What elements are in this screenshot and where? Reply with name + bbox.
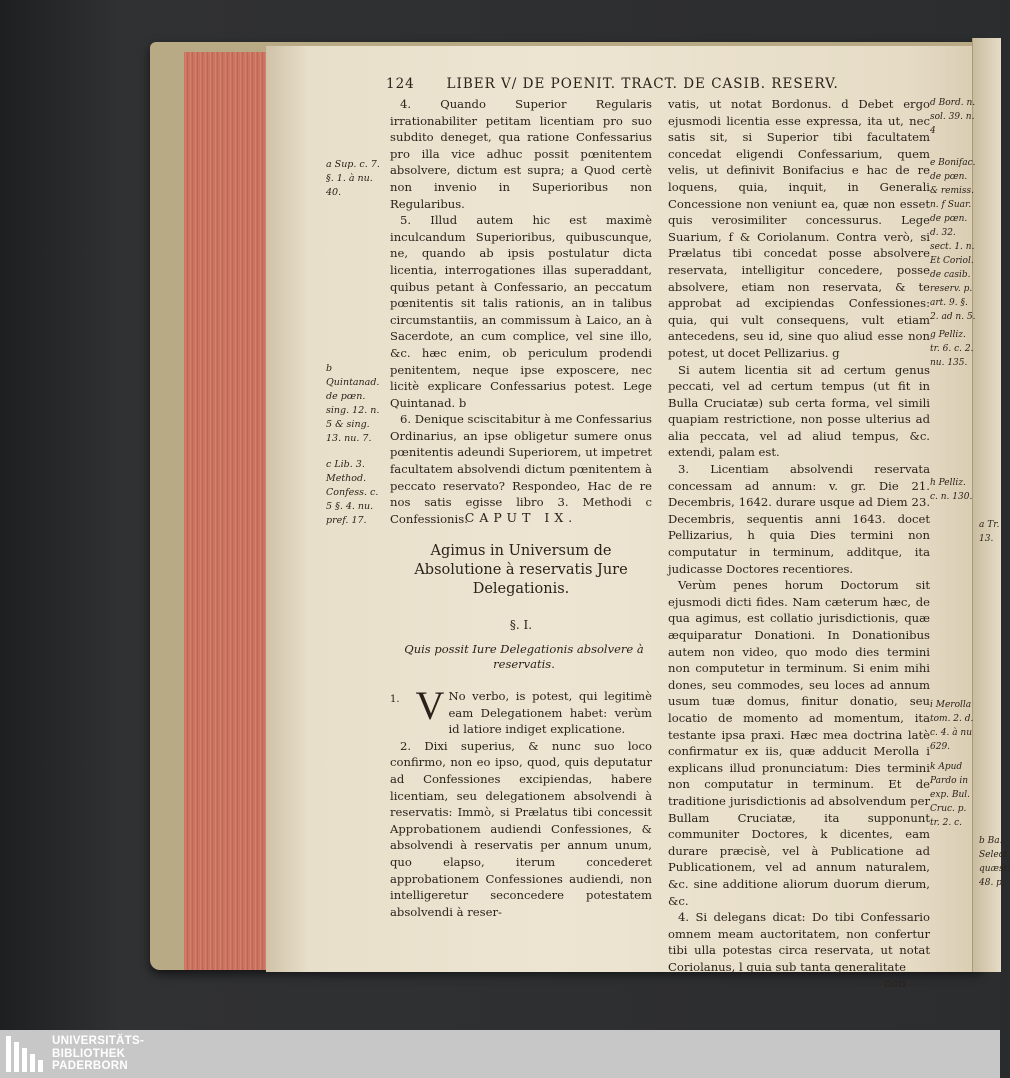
margin-note: h Pelliz. c. n. 130. xyxy=(930,478,973,502)
next-page-edge xyxy=(972,38,1010,972)
margin-note: i Merolla tom. 2. d. c. 4. à nu 629. xyxy=(930,700,974,752)
left-column-lower xyxy=(390,683,652,920)
page-edges xyxy=(184,52,268,970)
paragraph-with-initial xyxy=(390,683,652,738)
next-page-fragment: 48. p. xyxy=(979,878,1005,888)
chapter-heading: CAPUT IX. xyxy=(464,510,578,525)
next-page-fragment: a Tr. xyxy=(979,520,1000,530)
next-page-fragment: quæst. xyxy=(979,864,1010,874)
paragraph-number: 1. xyxy=(390,694,400,705)
paragraph-text: No verbo, is potest, qui legitimè eam Delegationem habet: verùm id latiore indiget explicatione. xyxy=(448,689,652,737)
running-header xyxy=(386,76,839,92)
page-number: 124 xyxy=(386,76,415,92)
library-logo-icon xyxy=(6,1036,48,1072)
paragraph: 3. Licentiam absolvendi reservata concessam ad annum: v. gr. Die 21. Decembris, 1642. durare usque ad Diem 23. Decembris, sequentis anni 1643. docet Pellizarius, h quia Dies termini non computatur in terminum, additque, ita judicasse Doctores recentiores. xyxy=(668,462,930,576)
library-footer xyxy=(0,1030,1000,1078)
running-title: LIBER V/ DE POENIT. TRACT. DE CASIB. RESERV. xyxy=(446,76,839,92)
library-name-line: BIBLIOTHEK xyxy=(52,1047,126,1060)
margin-note: d Bord. n. sol. 39. n. 4 xyxy=(930,98,976,136)
next-page-fragment: Select. xyxy=(979,850,1010,860)
paragraph: 6. Denique sciscitabitur à me Confessarius Ordinarius, an ipse obligetur sumere onus pœnitentis adeundi Superiorem, ut impetret facultatem absolvendi dictum pœnitentem à peccato reservato? Respondeo, Hac de re nos satis egisse libro 3. Methodi c Confessionis. xyxy=(390,412,652,526)
paragraph: 2. Dixi superius, & nunc suo loco confirmo, non eo ipso, quod, quis deputatur ad Confessiones excipiendas, habere licentiam, seu delegationem absolvendi à reservatis: Immò, si Prælatus tibi concessit Approbationem audiendi Confessiones, & absolvendi à reservatis per annum unum, quo elapso, iterum concederet approbationem Confessiones audiendi, non intelligeretur seconcedere potestatem absolvendi à reser- xyxy=(390,738,652,919)
margin-note: k Apud Pardo in exp. Bul. Cruc. p. tr. 2. c. xyxy=(930,762,971,828)
right-column xyxy=(668,96,930,992)
paragraph: vatis, ut notat Bordonus. d Debet ergo ejusmodi licentia esse expressa, ita ut, nec satis sit, si Superior tibi facultatem concedat eligendi Confessarium, quem velis, ut definivit Bonifacius e hac de re loquens, quia, inquit, in Generali Concessione non veniunt ea, quæ non esset quis verosimiliter concessurus. Lege Suarium, f & Coriolanum. Contra verò, si Prælatus tibi concedat posse absolvere reservata, intelligitur concedere, posse absolvere, etiam non reservata, & te approbat ad excipiendas Confessiones: quia, qui vult consequens, vult etiam antecedens, seu id, sine quo aliud esse non potest, ut docet Pellizarius. g xyxy=(668,97,930,360)
chapter-title: Agimus in Universum de Absolutione à reservatis Jure Delegationis. xyxy=(414,543,628,597)
next-page-fragment: 13. xyxy=(979,534,994,544)
margin-note: g Pelliz. tr. 6. c. 2. nu. 135. xyxy=(930,330,974,368)
section-question: Quis possit Iure Delegationis absolvere à reservatis. xyxy=(404,642,644,671)
library-name xyxy=(52,1035,144,1073)
next-page-fragment: b Ba. xyxy=(979,836,1003,846)
paragraph: 5. Illud autem hic est maximè inculcandum Superioribus, quibuscunque, ne, quando ab ipsis postulatur dicta licentia, interrogationes illas superaddant, quibus petant à Confessario, an peccatum pœnitentis sit talis rationis, an in talibus circumstantiis, an commissum à Laico, an à Sacerdote, an cum complice, vel sine illo, &c. hæc enim, ob periculum prodendi penitentem, neque ipse exposcere, nec licitè explicare Confessarius potest. Lege Quintanad. b xyxy=(390,213,652,410)
library-name-line: PADERBORN xyxy=(52,1060,128,1072)
drop-cap: V xyxy=(415,683,445,728)
library-name-line: UNIVERSITÄTS- xyxy=(52,1035,145,1047)
margin-note: b Quintanad. de pœn. sing. 12. n. 5 & sing. 13. nu. 7. xyxy=(326,363,380,444)
margin-note: a Sup. c. 7. §. 1. à nu. 40. xyxy=(326,159,380,198)
paragraph: Verùm penes horum Doctorum sit ejusmodi dicti fides. Nam cæterum hæc, de qua agimus, est collatio jurisdictionis, quæ æquiparatur Donationi. In Donationibus autem non video, quo modo dies termini non computetur in terminum. Si enim mihi dones, seu commodes, seu loces ad annum usum tuæ domus, finitur donatio, seu locatio de momento ad momentum, ita testante ipsa praxi. Hæc mea doctrina latè confirmatur ex iis, quæ adducit Merolla i explicans illud pronunciatum: Dies termini non computatur in terminum. Et de traditione jurisdictionis ad absolvendum per Bullam Cruciatæ, ita supponunt communiter Doctores, k dicentes, eam durare præcisè, vel à Publicatione ad Publicationem, vel ad annum naturalem, &c. sine additione aliorum duorum dierum, &c. xyxy=(668,578,930,908)
section-number: §. I. xyxy=(509,618,533,632)
paragraph: Si autem licentia sit ad certum genus peccati, vel ad certum tempus (ut fit in Bulla Cruciatæ) sub certa forma, vel simili quapiam restrictione, non posse ulterius ad alia peccata, vel ad aliud tempus, &c. extendi, palam est. xyxy=(668,362,930,460)
catchword: non xyxy=(884,976,906,991)
margin-note: c Lib. 3. Method. Confess. c. 5 §. 4. nu. pref. 17. xyxy=(326,459,379,526)
paragraph: 4. Si delegans dicat: Do tibi Confessario omnem meam auctoritatem, non confertur tibi ulla potestas circa reservata, ut notat Coriolanus, l quia sub tanta generalitate xyxy=(668,910,930,974)
paragraph: 4. Quando Superior Regularis irrationabiliter petitam licentiam pro suo subdito deneget, qua ratione Confessarius pro illa vice adhuc possit pœnitentem absolvere, dictum est supra; a Quod certè non invenio in Superioribus non Regularibus. xyxy=(390,97,652,211)
left-column xyxy=(390,96,652,527)
margin-note: e Bonifac. de pœn. & remiss. n. f Suar. de pœn. d. 32. sect. 1. n. Et Coriol. de casib. reserv. p. art. 9. §. 2. ad n. 5. xyxy=(930,158,976,322)
